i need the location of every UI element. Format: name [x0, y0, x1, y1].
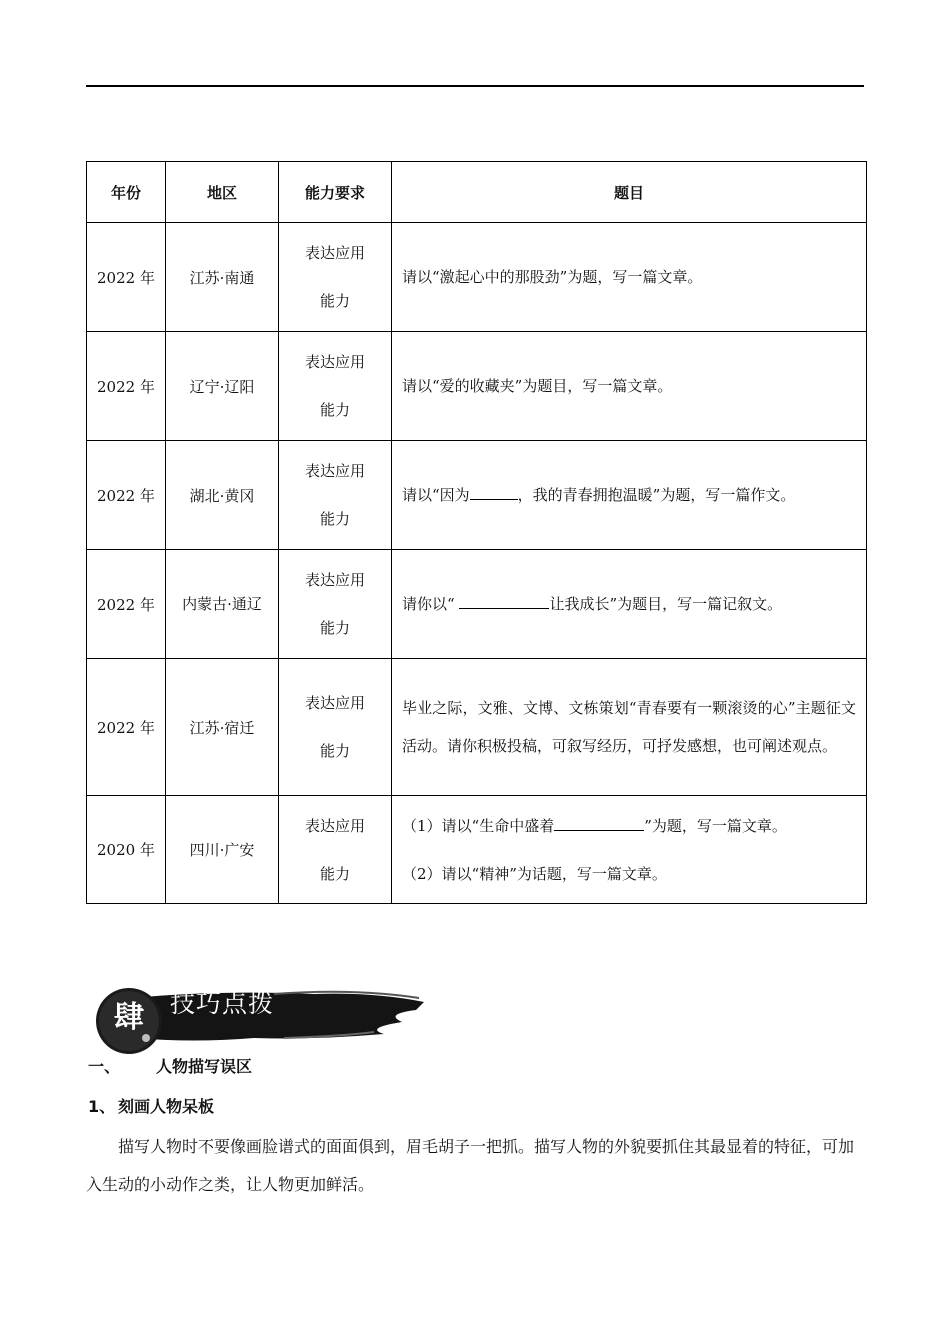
ability-line: 表达应用	[304, 816, 365, 835]
table-row	[87, 332, 867, 441]
topic-text: ”为题，写一篇文章。	[644, 816, 787, 835]
topic-text: （1）请以“生命中盛着	[402, 816, 555, 835]
cell-topic	[392, 550, 867, 659]
cell-ability	[279, 659, 392, 796]
table-row	[87, 550, 867, 659]
fill-in-blank	[470, 483, 518, 500]
section-number: 一、	[88, 1057, 121, 1076]
subsection-heading	[88, 1094, 214, 1117]
subsection-number: 1、	[88, 1097, 116, 1116]
header-rule	[86, 85, 864, 87]
ability-line: 表达应用	[304, 244, 365, 262]
topic-item: （2）请以“精神”为话题，写一篇文章。	[402, 864, 667, 883]
cell-region	[166, 550, 279, 659]
topic-text: ，我的青春拥抱温暖”为题，写一篇作文。	[517, 486, 796, 504]
cell-region: 四川·广安	[166, 796, 279, 904]
fill-in-blank	[554, 814, 644, 831]
table-header-row	[87, 162, 867, 223]
cell-year: 2022 年	[87, 659, 166, 796]
region-text: 内蒙古·通辽	[182, 595, 262, 613]
cell-topic	[392, 441, 867, 550]
cell-region: 江苏·宿迁	[166, 659, 279, 796]
banner-title: 技巧点拨	[170, 989, 275, 1018]
table-row	[87, 659, 867, 796]
table-row	[87, 441, 867, 550]
ability-line: 表达应用	[304, 462, 365, 480]
table-row	[87, 796, 867, 904]
cell-topic: 毕业之际，文雅、文博、文栋策划“青春要有一颗滚烫的心”主题征文活动。请你积极投稿，可叙写经历，可抒发感想，也可阐述观点。	[392, 659, 867, 796]
seal-character: 肆	[114, 1000, 144, 1035]
topic-text: 请以“因为	[402, 486, 470, 504]
ability-line: 表达应用	[304, 571, 365, 589]
cell-year: 2022 年	[87, 441, 166, 550]
header-year: 年份	[87, 162, 166, 223]
topic-item	[402, 802, 856, 850]
cell-ability	[279, 441, 392, 550]
cell-year: 2022 年	[87, 223, 166, 332]
cell-year: 2022 年	[87, 332, 166, 441]
topic-text: 让我成长”为题目，写一篇记叙文。	[549, 595, 783, 613]
header-topic: 题目	[392, 162, 867, 223]
section-heading	[88, 1054, 252, 1077]
ability-line: 表达应用	[304, 694, 365, 712]
cell-year: 2020 年	[87, 796, 166, 904]
ability-line: 表达应用	[304, 353, 365, 371]
cell-ability	[279, 332, 392, 441]
cell-year: 2022 年	[87, 550, 166, 659]
cell-topic: 请以“激起心中的那股劲”为题，写一篇文章。	[392, 223, 867, 332]
ability-line: 能力	[319, 510, 350, 528]
exam-topics-table	[86, 161, 867, 904]
cell-ability	[279, 550, 392, 659]
ability-line: 能力	[319, 401, 350, 419]
cell-region: 江苏·南通	[166, 223, 279, 332]
body-paragraph: 描写人物时不要像画脸谱式的面面俱到，眉毛胡子一把抓。描写人物的外貌要抓住其最显着的特征，可加入生动的小动作之类，让人物更加鲜活。	[86, 1137, 855, 1194]
topic-text: 请你以“	[402, 595, 460, 613]
fill-in-blank	[459, 592, 549, 609]
section-banner	[94, 978, 424, 1060]
ability-line: 能力	[319, 619, 350, 637]
section-title: 人物描写误区	[156, 1057, 253, 1076]
cell-topic	[392, 796, 867, 904]
cell-ability	[279, 223, 392, 332]
header-region: 地区	[166, 162, 279, 223]
cell-region: 湖北·黄冈	[166, 441, 279, 550]
cell-topic: 请以“爱的收藏夹”为题目，写一篇文章。	[392, 332, 867, 441]
ability-line: 能力	[319, 292, 350, 310]
subsection-title: 刻画人物呆板	[118, 1097, 215, 1116]
cell-ability	[279, 796, 392, 904]
header-ability: 能力要求	[279, 162, 392, 223]
ability-line: 能力	[319, 864, 350, 883]
table-row	[87, 223, 867, 332]
cell-region: 辽宁·辽阳	[166, 332, 279, 441]
ability-line: 能力	[319, 742, 350, 760]
